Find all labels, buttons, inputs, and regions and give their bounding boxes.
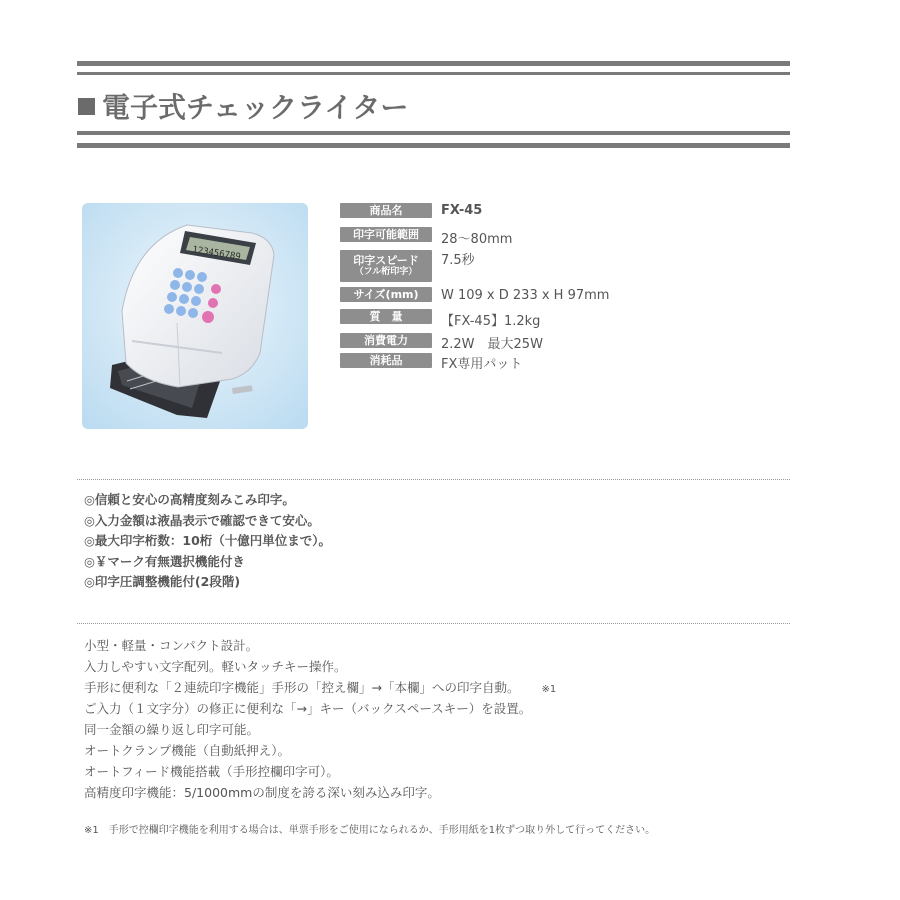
description-item: 小型・軽量・コンパクト設計。: [84, 638, 259, 653]
check-writer-image: [82, 203, 308, 429]
product-photo: [82, 203, 308, 429]
bottom-rule-1: [77, 131, 790, 135]
page-title-text: 電子式チェックライター: [102, 91, 409, 124]
description-item: オートフィード機能搭載（手形控欄印字可）。: [84, 764, 339, 779]
spec-label-text: 商品名: [369, 204, 403, 217]
spec-label-text: 印字スピード: [353, 254, 419, 267]
spec-label: [340, 227, 432, 242]
spec-label-text: 消費電力: [364, 334, 408, 347]
feature-item: ◎信頼と安心の高精度刻みこみ印字。: [84, 492, 295, 507]
feature-item: ◎印字圧調整機能付(2段階): [84, 574, 241, 589]
spec-label: [340, 353, 432, 368]
spec-label: [340, 287, 432, 302]
spec-label-text: 質 量: [369, 310, 403, 323]
spec-value: 【FX-45】1.2kg: [441, 314, 541, 329]
top-rule-2: [77, 72, 790, 75]
divider-1: [77, 479, 790, 480]
description-item: 高精度印字機能：5/1000mmの制度を誇る深い刻み込み印字。: [84, 785, 440, 800]
page-title: [78, 88, 408, 124]
description-list: [84, 636, 556, 804]
feature-list: [84, 490, 331, 593]
spec-label-text: 印字可能範囲: [353, 228, 419, 241]
spec-value: 2.2W 最大25W: [441, 337, 543, 352]
spec-label-text: サイズ(mm): [353, 288, 419, 301]
note-mark: ※1: [541, 684, 557, 695]
feature-item: ◎￥マーク有無選択機能付き: [84, 553, 245, 569]
bottom-rule-2: [77, 143, 790, 148]
description-item: [84, 678, 556, 699]
divider-2: [77, 623, 790, 624]
title-square-icon: [78, 98, 95, 115]
description-text: 手形に便利な「２連続印字機能」手形の「控え欄」→「本欄」への印字自動。: [84, 680, 520, 695]
spec-value: FX専用パット: [441, 357, 523, 372]
spec-label: [340, 333, 432, 348]
description-item: 入力しやすい文字配列。軽いタッチキー操作。: [84, 659, 347, 674]
spec-label: [340, 309, 432, 324]
description-item: ご入力（１文字分）の修正に便利な「→」キー（バックスペースキー）を設置。: [84, 701, 532, 716]
footnote: ※1 手形で控欄印字機能を利用する場合は、単票手形をご使用になられるか、手形用紙を1枚ずつ取り外して行ってください。: [84, 825, 656, 836]
spec-value: W 109 x D 233 x H 97mm: [441, 288, 610, 303]
feature-item: ◎最大印字桁数：10桁（十億円単位まで）。: [84, 533, 332, 548]
spec-value: 7.5秒: [441, 253, 475, 268]
spec-value: 28～80mm: [441, 232, 513, 247]
description-item: オートクランプ機能（自動紙押え）。: [84, 743, 291, 758]
spec-label-text: 消耗品: [369, 354, 403, 367]
spec-label-sub: （フル桁印字）: [354, 267, 418, 277]
spec-label: [340, 203, 432, 218]
spec-label: [340, 250, 432, 282]
description-item: 同一金額の繰り返し印字可能。: [84, 722, 260, 737]
spec-value: FX-45: [441, 203, 483, 218]
top-rule-1: [77, 61, 790, 66]
feature-item: ◎入力金額は液晶表示で確認できて安心。: [84, 512, 320, 528]
display-digits: 123456789: [191, 245, 242, 263]
